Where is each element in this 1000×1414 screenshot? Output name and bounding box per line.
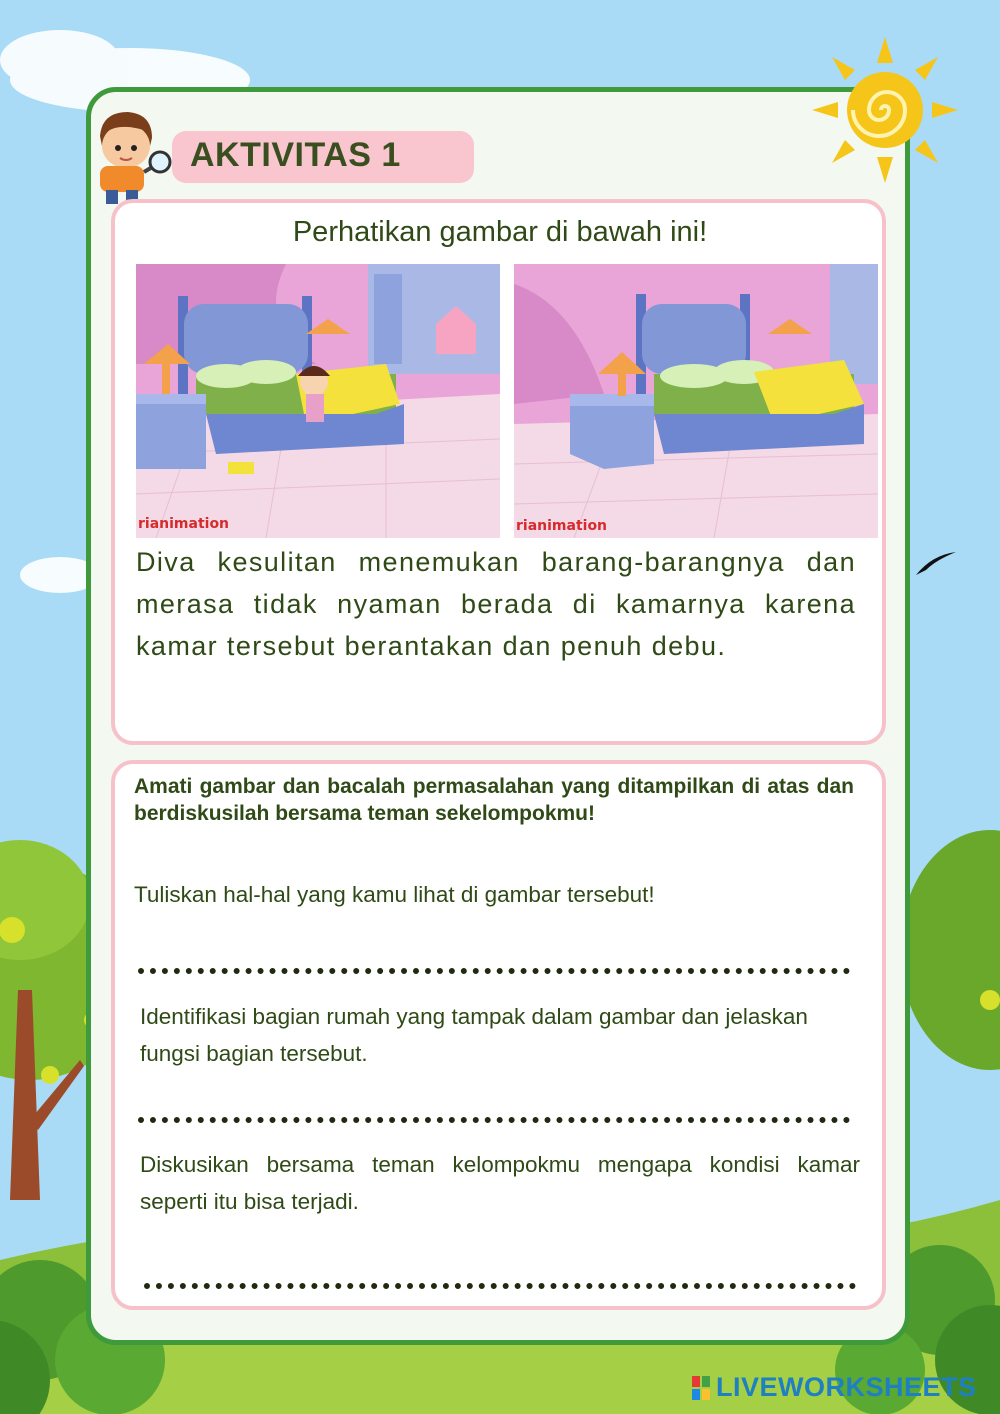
brand-name[interactable]: LIVEWORKSHEETS (716, 1372, 977, 1402)
page-title: AKTIVITAS 1 (190, 136, 401, 174)
instruction-text: Perhatikan gambar di bawah ini! (292, 216, 708, 248)
answer-line-1[interactable] (138, 968, 850, 974)
answer-line-3[interactable] (144, 1283, 856, 1289)
tidy-bedroom-image (514, 264, 878, 538)
answer-line-2[interactable] (138, 1117, 850, 1123)
image-watermark: rianimation (516, 518, 608, 534)
question-1: Tuliskan hal-hal yang kamu lihat di gambar tersebut! (134, 882, 655, 907)
sun-icon (810, 35, 960, 185)
image-watermark: rianimation (138, 516, 230, 532)
messy-bedroom-image (136, 264, 500, 538)
question-2: Identifikasi bagian rumah yang tampak dalam gambar dan jelaskan fungsi bagian tersebut. (140, 1004, 808, 1066)
question-3: Diskusikan bersama teman kelompokmu mengapa kondisi kamar seperti itu bisa terjadi. (140, 1152, 860, 1214)
liveworksheets-logo-icon (692, 1376, 710, 1400)
story-text: Diva kesulitan menemukan barang-barangnya dan merasa tidak nyaman berada di kamarnya karena kamar tersebut berantakan dan penuh debu. (136, 547, 856, 661)
boy-magnifier-icon (86, 106, 176, 210)
discussion-task: Amati gambar dan bacalah permasalahan yang ditampilkan di atas dan berdiskusilah bersama teman sekelompokmu! (134, 775, 854, 825)
